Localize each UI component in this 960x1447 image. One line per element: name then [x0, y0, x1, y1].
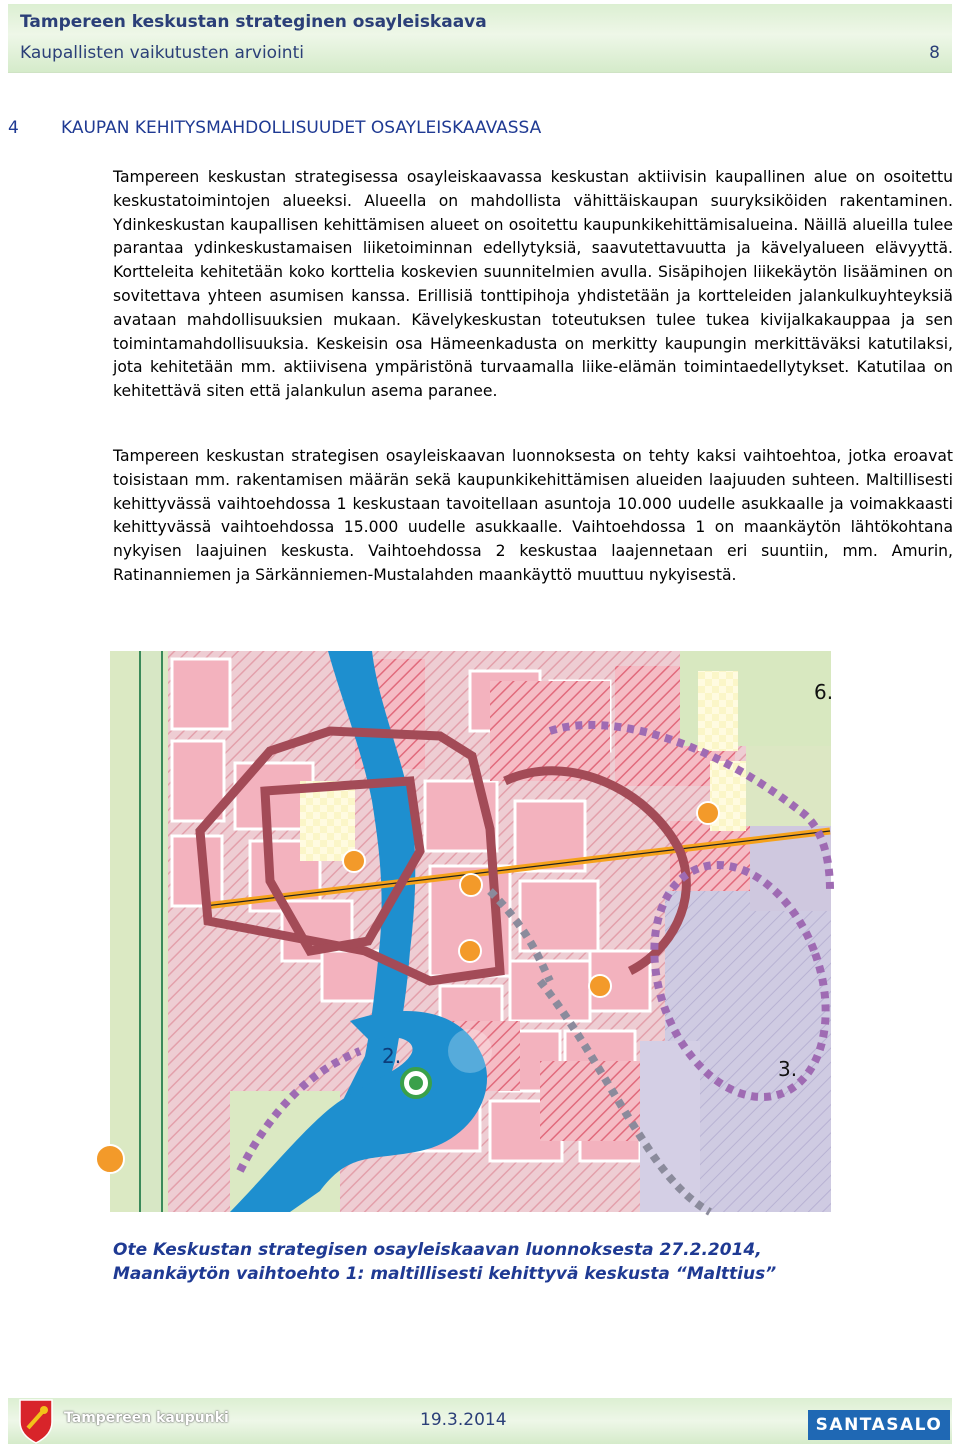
- figure-caption: [113, 1238, 776, 1286]
- document-subtitle: Kaupallisten vaikutusten arviointi: [20, 43, 304, 63]
- santasalo-logo: SANTASALO: [808, 1410, 950, 1440]
- footer-band: [8, 1398, 952, 1444]
- page-number: 8: [929, 43, 940, 63]
- section-number: 4: [8, 118, 19, 138]
- caption-line-1: Ote Keskustan strategisen osayleiskaavan luonnoksesta 27.2.2014,: [113, 1240, 762, 1260]
- city-name: Tampereen kaupunki: [64, 1410, 229, 1426]
- document-title: Tampereen keskustan strateginen osayleiskaava: [20, 12, 487, 32]
- map-label-6: 6.: [814, 680, 834, 704]
- map-label-2: 2.: [382, 1044, 402, 1068]
- section-title: KAUPAN KEHITYSMAHDOLLISUUDET OSAYLEISKAAVASSA: [61, 118, 542, 138]
- footer-date: 19.3.2014: [420, 1410, 507, 1430]
- body-paragraph-2: Tampereen keskustan strategisen osayleiskaavan luonnoksesta on tehty kaksi vaihtoehtoa, jotka eroavat toisistaan mm. rakentamisen määrän sekä kaupunkikehittämisen alueiden laajuuden suhteen. Maltillisesti kehittyvässä vaihtoehdossa 1 keskustaan tavoitellaan asuntoja 10.000 uudelle asukkaalle ja voimakkaasti kehittyvässä vaihtoehdossa 15.000 uudelle asukkaalle. Vaihtoehdossa 1 on maankäytön lähtökohtana nykyisen laajuinen keskusta. Vaihtoehdossa 2 keskustaa laajennetaan eri suuntiin, mm. Amurin, Ratinanniemen ja Särkänniemen-Mustalahden maankäyttö muuttuu nykyisestä.: [113, 447, 953, 584]
- map-label-3: 3.: [778, 1057, 798, 1081]
- land-use-map: [110, 651, 834, 1212]
- caption-line-2: Maankäytön vaihtoehto 1: maltillisesti kehittyvä keskusta “Malttius”: [113, 1264, 777, 1284]
- tampere-coat-of-arms-icon: [14, 1398, 58, 1444]
- header-band: [8, 4, 952, 73]
- section-heading: [8, 118, 541, 138]
- body-paragraph-1: Tampereen keskustan strategisessa osayleiskaavassa keskustan aktiivisin kaupallinen alue on osoitettu keskustatoimintojen alueeksi. Alueella on mahdollista vähittäiskaupan suuryksiköiden rakentaminen. Ydinkeskustan kaupallisen kehittämisen alueet on osoitettu kaupunkikehittämisalueina. Näillä alueilla tulee parantaa ydinkeskustamaisen liiketoiminnan edellytyksiä, saavutettavuutta ja kävelyalueen elävyyttä. Kortteleita kehitetään koko korttelia koskevien suunnitelmien avulla. Sisäpihojen liikekäytön lisääminen on sovitettava yhteen asumisen kanssa. Erillisiä tonttipihoja yhdistetään ja kortteleiden jalankulkuyhteyksiä avataan mahdollisuuksien mukaan. Kävelykeskustan toteutuksen tulee tukea kivijalkakauppaa ja sen toimintamahdollisuuksia. Keskeisin osa Hämeenkadusta on merkitty kaupungin merkittäväksi katutilaksi, jota kehitetään mm. aktiivisena ympäristönä turvaamalla liike-elämän toimintaedellytykset. Katutilaa on kehitettävä siten että jalankulun asema paranee.: [113, 168, 953, 401]
